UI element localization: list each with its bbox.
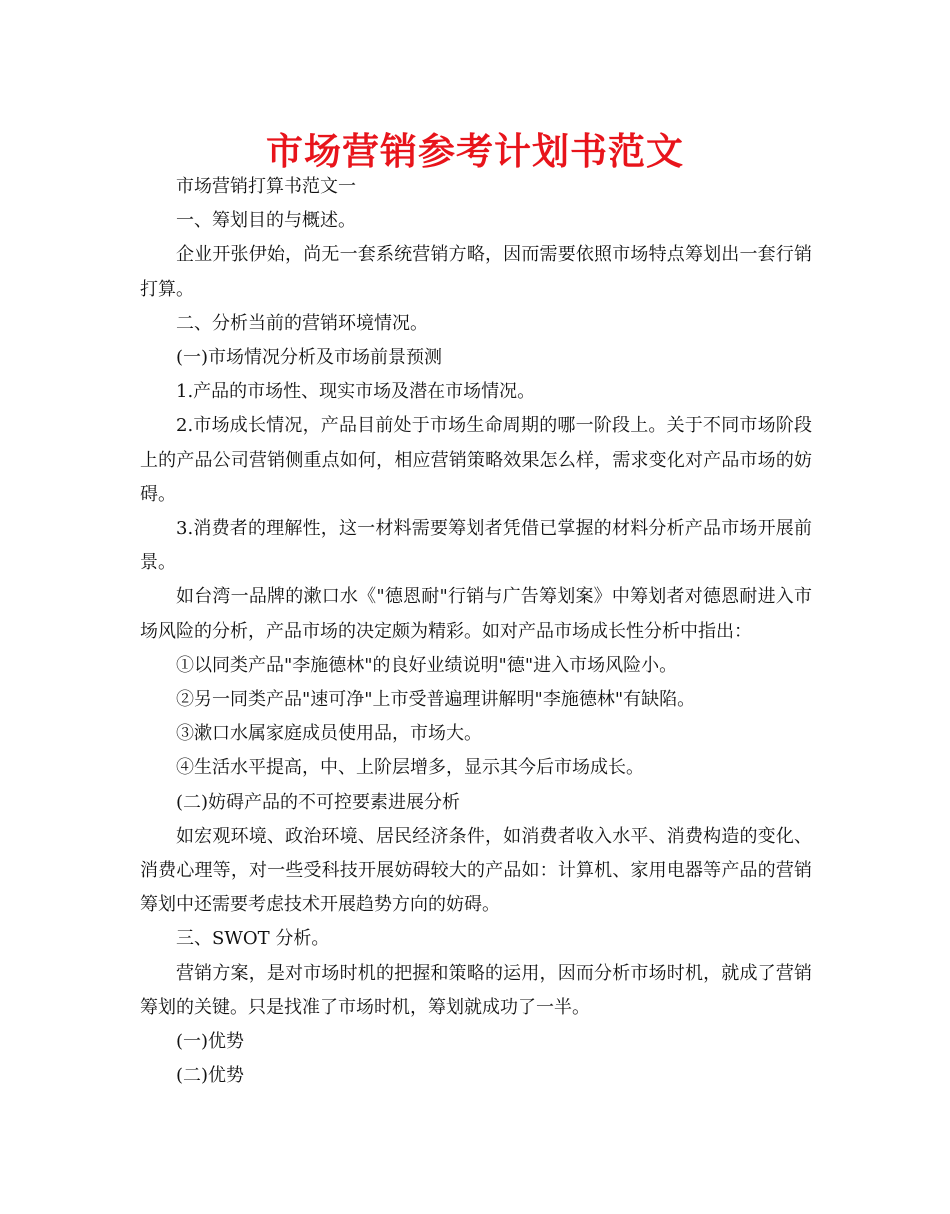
list-item: ④生活水平提高，中、上阶层增多，显示其今后市场成长。: [176, 757, 644, 779]
paragraph: 如宏观环境、政治环境、居民经济条件，如消费者收入水平、消费构造的变化、消费心理等，对一些受科技开展妨碍较大的产品如：计算机、家用电器等产品的营销筹划中还需要考虑技术开展趋势方向的妨碍。: [140, 825, 812, 916]
list-item: 2.市场成长情况，产品目前处于市场生命周期的哪一阶段上。关于不同市场阶段上的产品公司营销侧重点如何，相应营销策略效果怎么样，需求变化对产品市场的妨碍。: [140, 415, 812, 505]
document-title: 市场营销参考计划书范文: [266, 130, 684, 173]
subsection-heading: (二)优势: [176, 1065, 245, 1087]
subsection-heading: (一)市场情况分析及市场前景预测: [176, 347, 443, 369]
document-body: [140, 170, 812, 1093]
paragraph: 企业开张伊始，尚无一套系统营销方略，因而需要依照市场特点筹划出一套行销打算。: [140, 244, 812, 300]
list-item: 1.产品的市场性、现实市场及潜在市场情况。: [176, 381, 536, 403]
section-heading: 一、筹划目的与概述。: [176, 210, 356, 232]
list-item: ①以同类产品"李施德林"的良好业绩说明"德"进入市场风险小。: [176, 654, 678, 676]
paragraph: 营销方案，是对市场时机的把握和策略的运用，因而分析市场时机，就成了营销筹划的关键。只是找准了市场时机，筹划就成功了一半。: [140, 962, 812, 1018]
list-item: ②另一同类产品"速可净"上市受普遍理讲解明"李施德林"有缺陷。: [176, 689, 696, 711]
section-heading: 三、SWOT 分析。: [176, 928, 330, 950]
subsection-heading: (二)妨碍产品的不可控要素进展分析: [176, 791, 461, 813]
section-heading: 二、分析当前的营销环境情况。: [176, 312, 428, 334]
list-item: 3.消费者的理解性，这一材料需要筹划者凭借已掌握的材料分析产品市场开展前景。: [140, 518, 812, 574]
list-item: ③漱口水属家庭成员使用品，市场大。: [176, 723, 482, 745]
subsection-heading: (一)优势: [176, 1031, 245, 1053]
paragraph: 市场营销打算书范文一: [176, 176, 356, 197]
paragraph: 如台湾一品牌的漱口水《"德恩耐"行销与广告筹划案》中筹划者对德恩耐进入市场风险的分析，产品市场的决定颇为精彩。如对产品市场成长性分析中指出：: [140, 586, 812, 642]
